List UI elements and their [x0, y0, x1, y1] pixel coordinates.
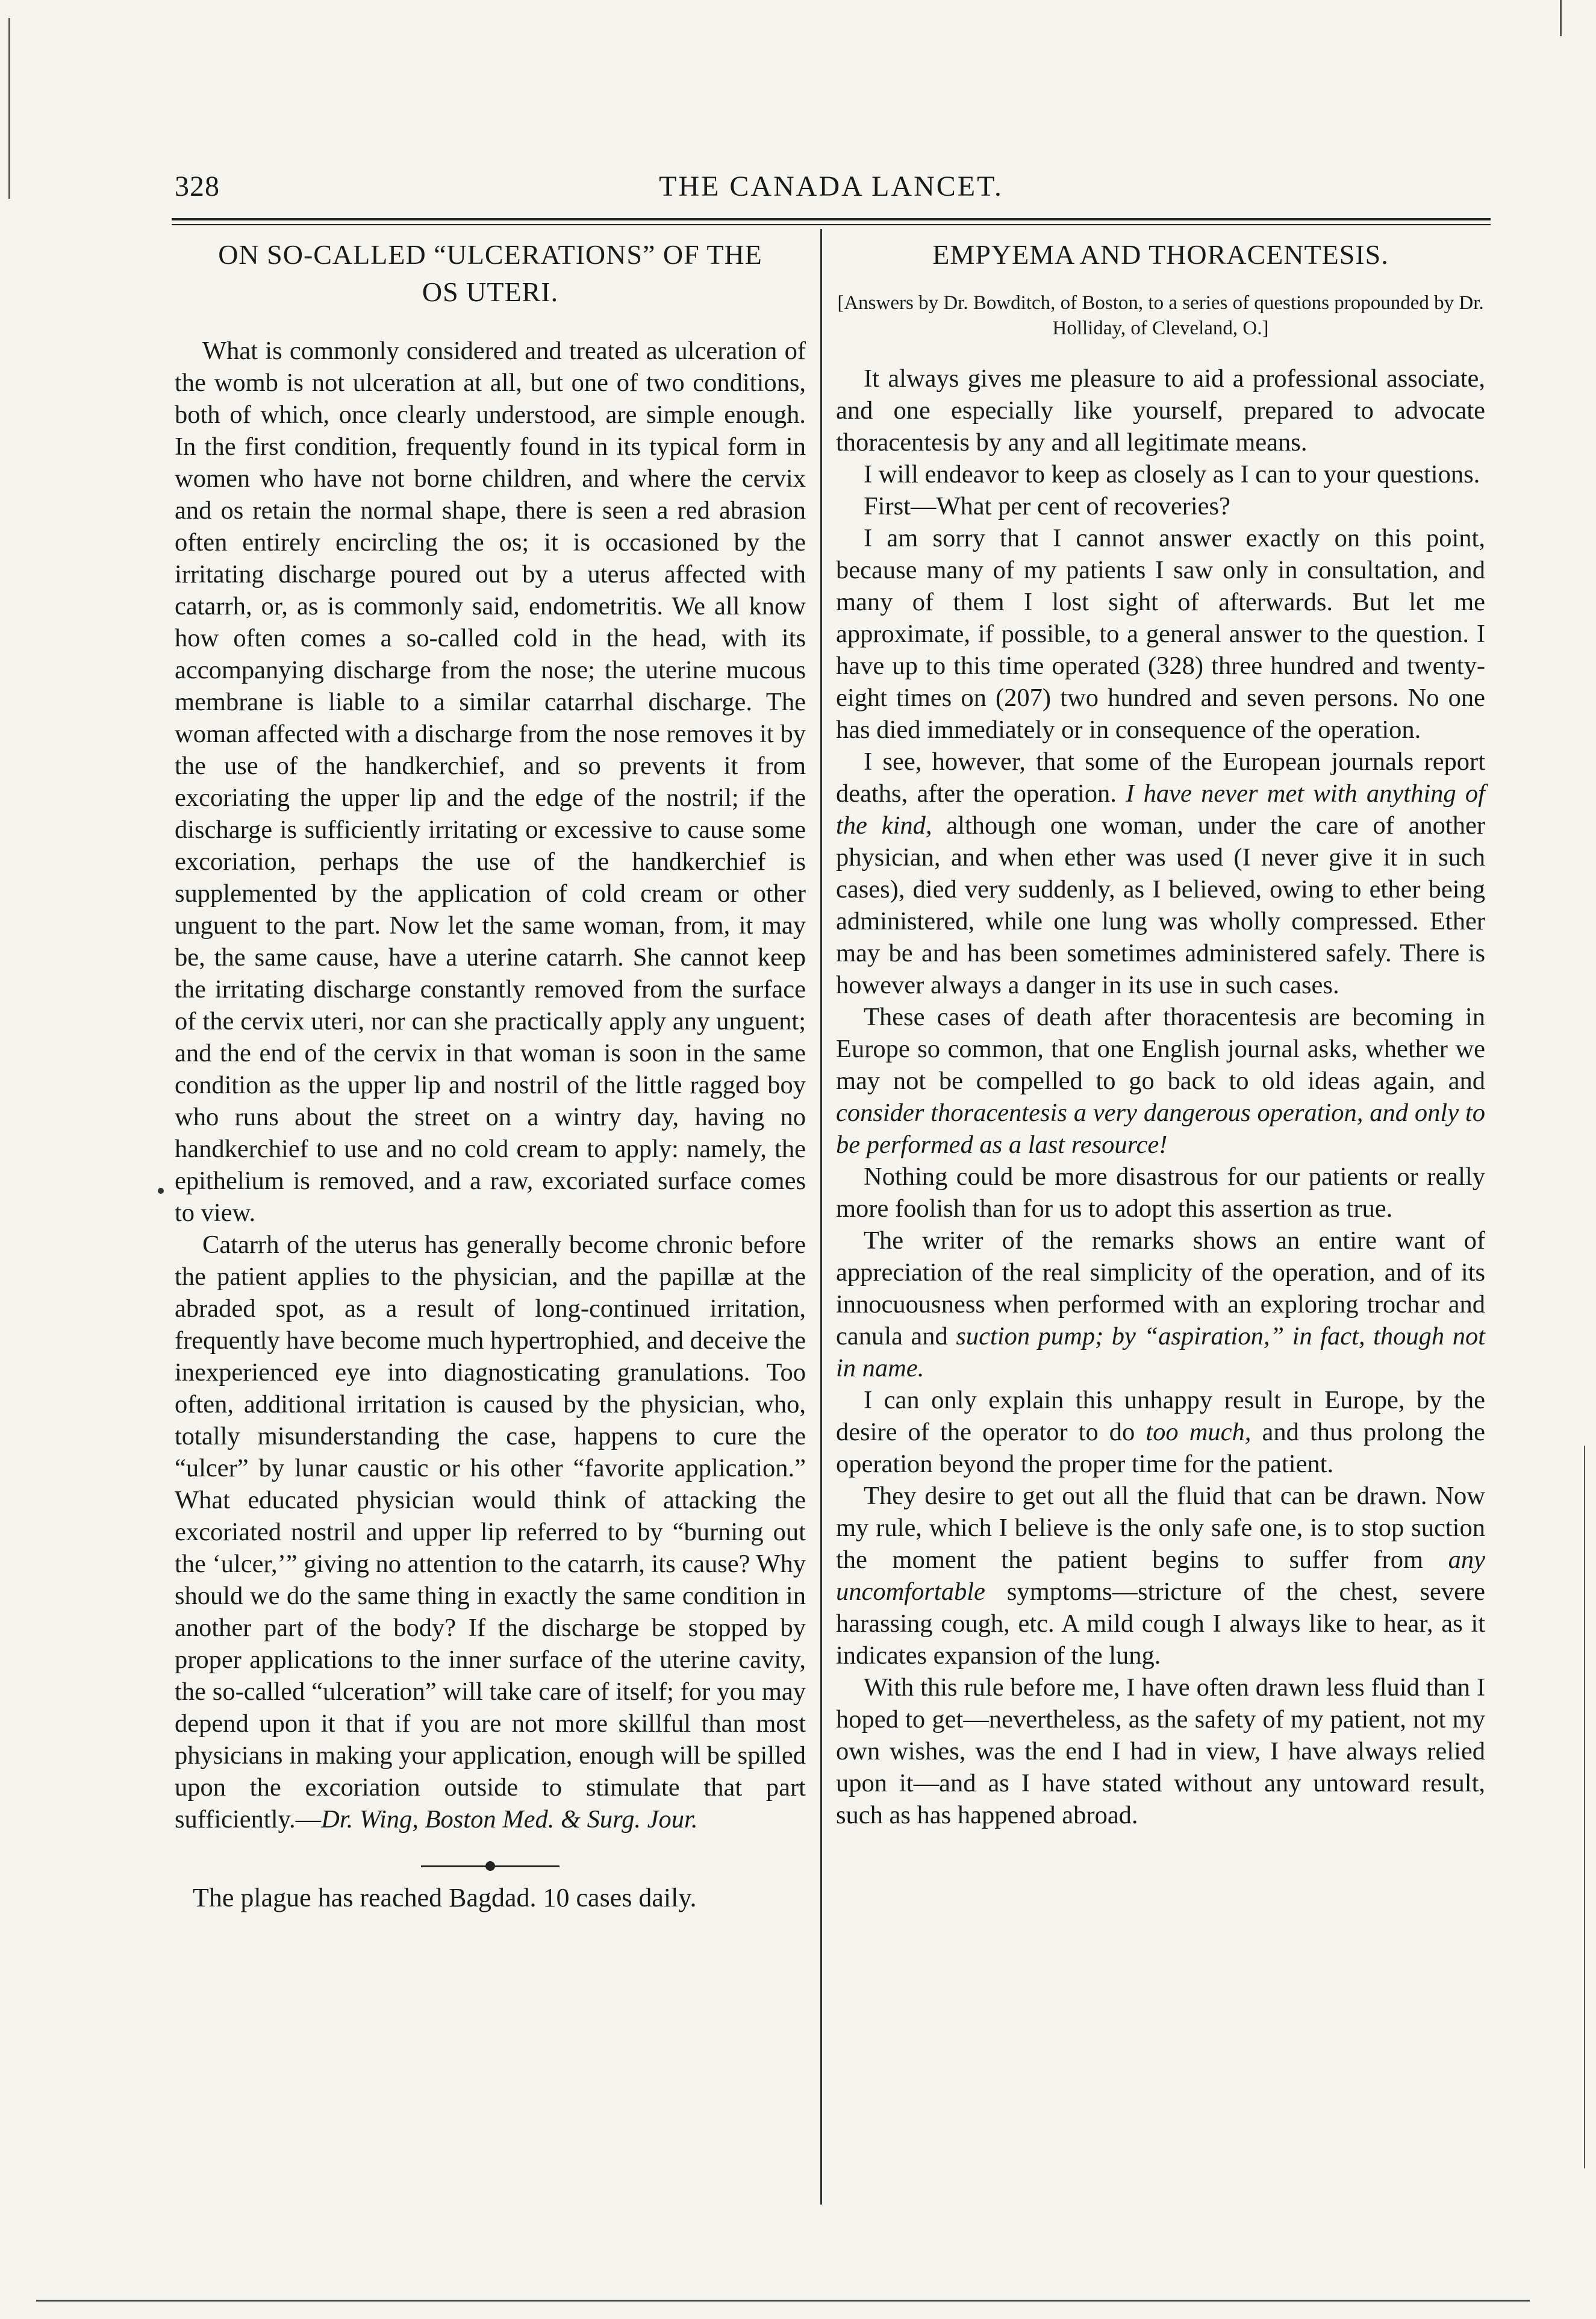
left-paragraph-2 — [175, 1229, 806, 1835]
editor-note: [Answers by Dr. Bowditch, of Boston, to a series of questions propounded by Dr. Holliday, of Cleveland, O.] — [837, 292, 1484, 339]
left-article-title — [175, 236, 806, 311]
left-attribution: Dr. Wing, Boston Med. & Surg. Jour. — [321, 1805, 698, 1834]
left-title-line-1: ON SO-CALLED “ULCERATIONS” OF THE — [218, 239, 762, 270]
p5-text-a: I see, however, that some of the European journals report deaths, after the operation. — [836, 748, 1485, 808]
p5-text-b: although one woman, under the care of another physician, and when ether was used (I never give it in such cases), died very suddenly, as I believed, owing to ether being administered, while one lung was wholly compressed. Ether may be and has been sometimes administered safely. There is however always a danger in its use in such cases. — [836, 811, 1485, 999]
right-edge-mark — [1584, 1446, 1585, 2168]
left-column — [175, 236, 806, 1914]
p10-text-b: symptoms—stricture of the chest, severe harassing cough, etc. A mild cough I always like to hear, as it indicates expansion of the lung. — [836, 1578, 1486, 1670]
right-paragraph-6 — [836, 1001, 1485, 1161]
left-title-line-2: OS UTERI. — [422, 276, 559, 307]
right-paragraph-11: With this rule before me, I have often drawn less fluid than I hoped to get—nevertheless, as the safety of my patient, not my own wishes, was the end I had in view, I have always relied upon it—and as I have stated without any untoward result, such as has happened abroad. — [836, 1673, 1485, 1829]
margin-bullet — [158, 1188, 164, 1194]
page-number: 328 — [175, 170, 220, 202]
right-article-title: EMPYEMA AND THORACENTESIS. — [932, 239, 1389, 270]
p5-emphasis: I have never met with anything of the kind, — [836, 779, 1485, 840]
plague-note: The plague has reached Bagdad. 10 cases daily. — [193, 1883, 697, 1912]
right-paragraph-9 — [836, 1384, 1485, 1480]
left-paragraph-2-text: Catarrh of the uterus has generally become chronic before the patient applies to the physician, and the papillæ at the abraded spot, as a result of long-continued irritation, frequently have become much hypertrophied, and deceive the inexperienced eye into diagnosticating granulations. Too often, additional irritation is caused by the physician, who, totally misunderstanding the case, happens to cure the “ulcer” by lunar caustic or his other “favorite application.” What educated physician would think of attacking the excoriated nostril and upper lip referred to by “burning out the ‘ulcer,’” giving no attention to the catarrh, its cause? Why should we do the same thing in exactly the same condition in another part of the body? If the discharge be stopped by proper applications to the inner surface of the uterine cavity, the so-called “ulceration” will take care of itself; for you may depend upon it that if you are not more skillful than most physicians in making your application, enough will be spilled upon the excoriation outside to stimulate that part sufficiently.— — [175, 1231, 806, 1834]
p10-emphasis: any uncomfortable — [836, 1546, 1485, 1606]
right-margin-mark — [1560, 0, 1562, 36]
p10-text-a: They desire to get out all the fluid that can be drawn. Now my rule, which I believe is the only safe one, is to stop suction the moment the patient begins to suffer from — [836, 1482, 1485, 1574]
bottom-rule — [36, 2300, 1530, 2302]
right-paragraph-8 — [836, 1225, 1485, 1384]
p8-emphasis: suction pump; by “aspiration,” in fact, though not in name. — [836, 1322, 1486, 1382]
p6-emphasis: consider thoracentesis a very dangerous operation, and only to be performed as a last resource! — [836, 1099, 1485, 1159]
right-paragraph-7: Nothing could be more disastrous for our patients or really more foolish than for us to adopt this assertion as true. — [836, 1163, 1485, 1223]
column-divider — [820, 229, 822, 2205]
section-separator — [421, 1865, 560, 1867]
separator-dot — [485, 1861, 495, 1871]
p9-text-b: and thus prolong the operation beyond the proper time for the patient. — [836, 1418, 1486, 1478]
running-title: THE CANADA LANCET. — [659, 170, 1003, 202]
page-header — [175, 170, 1488, 212]
right-paragraph-10 — [836, 1480, 1485, 1671]
right-column — [836, 236, 1485, 1831]
right-paragraph-3: First—What per cent of recoveries? — [864, 492, 1230, 520]
right-paragraph-2: I will endeavor to keep as closely as I can to your questions. — [864, 460, 1480, 488]
left-margin-mark — [8, 18, 10, 199]
right-paragraph-4: I am sorry that I cannot answer exactly on this point, because many of my patients I saw only in consultation, and many of them I lost sight of afterwards. But let me approximate, if possible, to a general answer to the question. I have up to this time operated (328) three hundred and twenty-eight times on (207) two hundred and seven persons. No one has died immediately or in consequence of the operation. — [836, 524, 1485, 744]
header-rule-thin — [172, 224, 1491, 225]
header-rule — [172, 218, 1491, 220]
p9-emphasis: too much, — [1146, 1418, 1252, 1446]
p6-text-a: These cases of death after thoracentesis are becoming in Europe so common, that one English journal asks, whether we may not be compelled to go back to old ideas again, and — [836, 1003, 1485, 1095]
right-paragraph-5 — [836, 746, 1485, 1001]
right-paragraph-1: It always gives me pleasure to aid a professional associate, and one especially like yourself, prepared to advocate thoracentesis by any and all legitimate means. — [836, 364, 1485, 457]
left-paragraph-1: What is commonly considered and treated as ulceration of the womb is not ulceration at all, but one of two conditions, both of which, once clearly understood, are simple enough. In the first condition, frequently found in its typical form in women who have not borne children, and where the cervix and os retain the normal shape, there is seen a red abrasion often entirely encircling the os; it is occasioned by the irritating discharge poured out by a uterus affected with catarrh, or, as is commonly said, endometritis. We all know how often comes a so-called cold in the head, with its accompanying discharge from the nose; the uterine mucous membrane is liable to a similar catarrhal discharge. The woman affected with a discharge from the nose removes it by the use of the handkerchief, and so prevents it from excoriating the upper lip and the edge of the nostril; if the discharge is sufficiently irritating or excessive to cause some excoriation, perhaps the use of the handkerchief is supplemented by the application of cold cream or other unguent to the part. Now let the same woman, from, it may be, the same cause, have a uterine catarrh. She cannot keep the irritating discharge constantly removed from the surface of the cervix uteri, nor can she practically apply any unguent; and the end of the cervix in that woman is soon in the same condition as the upper lip and nostril of the little ragged boy who runs about the street on a wintry day, having no handkerchief to use and no cold cream to apply: namely, the epithelium is removed, and a raw, excoriated surface comes to view. — [175, 337, 806, 1227]
p8-text-a: The writer of the remarks shows an entire want of appreciation of the real simplicity of the operation, and of its innocuousness when performed with an exploring trochar and canula and — [836, 1226, 1485, 1350]
p9-text-a: I can only explain this unhappy result in Europe, by the desire of the operator to do — [836, 1386, 1485, 1446]
